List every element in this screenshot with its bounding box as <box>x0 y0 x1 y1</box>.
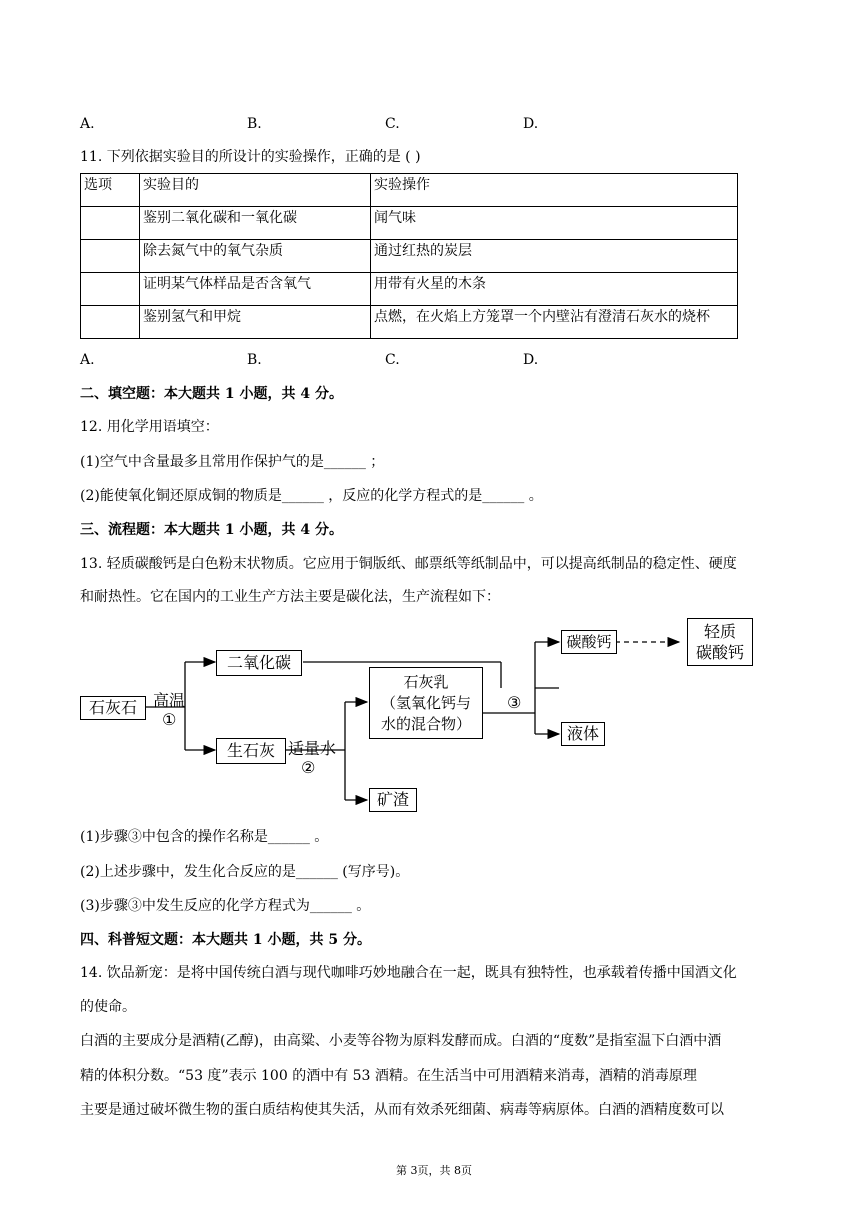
cell-option <box>81 207 140 240</box>
q10-option-d: D. <box>523 116 539 132</box>
table-row <box>81 207 738 240</box>
high-temp-label: 高温 <box>153 691 186 710</box>
q13-part2: (2)上述步骤中，发生化合反应的是______ (写序号)。 <box>80 864 410 880</box>
quicklime-box: 生石灰 <box>216 738 286 764</box>
co2-box: 二氧化碳 <box>216 650 302 676</box>
header-purpose: 实验目的 <box>140 174 371 207</box>
table-row <box>81 240 738 273</box>
lime-milk-title: 石灰乳 <box>403 673 449 691</box>
section-heading-fill-blank: 二、填空题：本大题共 1 小题，共 4 分。 <box>80 386 343 402</box>
cell-operation: 闻气味 <box>371 207 738 240</box>
cell-purpose: 证明某气体样品是否含氧气 <box>140 273 371 306</box>
header-operation: 实验操作 <box>371 174 738 207</box>
cell-purpose: 鉴别二氧化碳和一氧化碳 <box>140 207 371 240</box>
q10-option-c: C. <box>385 116 400 132</box>
q12-part2: (2)能使氧化铜还原成铜的物质是______ ，反应的化学方程式的是______ 。 <box>80 488 543 504</box>
cell-option <box>81 240 140 273</box>
lime-milk-box <box>369 667 483 739</box>
lime-milk-desc1: （氢氧化钙与 <box>380 694 471 712</box>
q11-option-a: A. <box>80 352 95 368</box>
step2-label: ② <box>301 758 316 777</box>
q11-stem: 11. 下列依据实验目的所设计的实验操作，正确的是 ( ) <box>80 149 421 165</box>
q12-stem: 12. 用化学用语填空： <box>80 419 219 435</box>
cell-purpose: 除去氮气中的氧气杂质 <box>140 240 371 273</box>
q13-part3: (3)步骤③中发生反应的化学方程式为______ 。 <box>80 898 371 914</box>
q12-part1: (1)空气中含量最多且常用作保护气的是______ ； <box>80 454 385 470</box>
slag-box: 矿渣 <box>369 788 417 812</box>
caco3-box: 碳酸钙 <box>561 630 617 654</box>
cell-operation: 用带有火星的木条 <box>371 273 738 306</box>
limestone-box: 石灰石 <box>80 696 146 720</box>
q10-option-b: B. <box>247 116 262 132</box>
q11-table <box>80 173 738 339</box>
table-row <box>81 306 738 339</box>
section-heading-science: 四、科普短文题：本大题共 1 小题，共 5 分。 <box>80 932 371 948</box>
table-header-row <box>81 174 738 207</box>
section-heading-flow: 三、流程题：本大题共 1 小题，共 4 分。 <box>80 522 343 538</box>
light-caco3-line1: 轻质 <box>703 622 736 641</box>
q13-line2: 和耐热性。它在国内的工业生产方法主要是碳化法，生产流程如下： <box>80 589 500 605</box>
flow-diagram <box>75 612 775 822</box>
header-option: 选项 <box>81 174 140 207</box>
q14-line4: 精的体积分数。“53 度”表示 100 的酒中有 53 酒精。在生活当中可用酒精来消毒，酒精的消毒原理 <box>80 1068 697 1084</box>
q11-option-c: C. <box>385 352 400 368</box>
q14-line2: 的使命。 <box>80 999 136 1015</box>
cell-operation: 通过红热的炭层 <box>371 240 738 273</box>
q11-option-b: B. <box>247 352 262 368</box>
q14-line1: 14. 饮品新宠：是将中国传统白酒与现代咖啡巧妙地融合在一起，既具有独特性，也承载着传播中国酒文化 <box>80 965 737 981</box>
q13-line1: 13. 轻质碳酸钙是白色粉末状物质。它应用于铜版纸、邮票纸等纸制品中，可以提高纸制品的稳定性、硬度 <box>80 556 737 572</box>
cell-option <box>81 273 140 306</box>
cell-purpose: 鉴别氢气和甲烷 <box>140 306 371 339</box>
q10-option-a: A. <box>80 116 95 132</box>
step3-label: ③ <box>507 693 522 712</box>
q13-part1: (1)步骤③中包含的操作名称是______ 。 <box>80 829 329 845</box>
cell-operation: 点燃，在火焰上方笼罩一个内壁沾有澄清石灰水的烧杯 <box>371 306 738 339</box>
q14-line5: 主要是通过破坏微生物的蛋白质结构使其失活，从而有效杀死细菌、病毒等病原体。白酒的酒精度数可以 <box>80 1102 724 1118</box>
q11-option-d: D. <box>523 352 539 368</box>
q14-line3: 白酒的主要成分是酒精(乙醇)，由高粱、小麦等谷物为原料发酵而成。白酒的“度数”是指室温下白酒中酒 <box>80 1033 722 1049</box>
table-row <box>81 273 738 306</box>
light-caco3-line2: 碳酸钙 <box>695 643 744 662</box>
cell-option <box>81 306 140 339</box>
liquid-box: 液体 <box>561 722 605 746</box>
lime-milk-desc2: 水的混合物） <box>380 715 471 733</box>
step1-label: ① <box>162 710 177 729</box>
light-caco3-box <box>687 618 753 666</box>
page-footer: 第 3页，共 8页 <box>396 1164 472 1177</box>
water-label: 适量水 <box>288 739 337 758</box>
